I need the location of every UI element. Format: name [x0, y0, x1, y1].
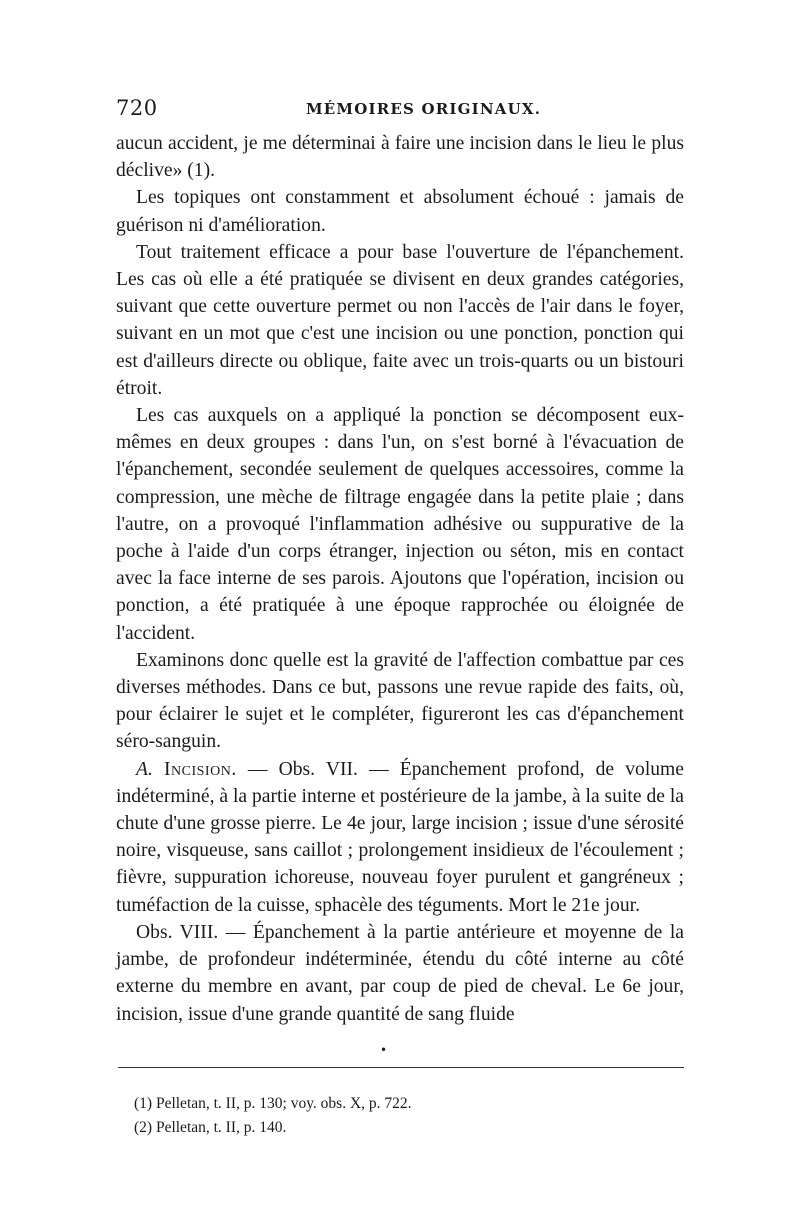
section-letter: A. — [136, 758, 153, 780]
paragraph-traitement: Tout traitement efficace a pour base l'ouverture de l'épanchement. Les cas où elle a été pratiquée se divisent en deux grandes catégories, suivant que cette ouverture permet ou non l'accès de l'air dans le foyer, suivant en un mot que c'est une incision ou une ponction, ponction qui est d'ailleurs directe ou oblique, faite avec un trois-quarts ou un bistouri étroit. — [116, 241, 684, 399]
footnote-1: (1) Pelletan, t. II, p. 130; voy. obs. X, p. 722. — [134, 1095, 412, 1112]
running-head: MÉMOIRES ORIGINAUX. — [306, 100, 542, 118]
paragraph-continuation: aucun accident, je me déterminai à faire une incision dans le lieu le plus déclive» (1). — [116, 133, 684, 182]
page-number: 720 — [116, 96, 158, 120]
body-text — [116, 130, 684, 1028]
paragraph-ponction: Les cas auxquels on a appliqué la ponction se décomposent eux-mêmes en deux groupes : dans l'un, on s'est borné à l'évacuation de l'épanchement, secondée seulement de quelques accessoires, comme la compression, une mèche de filtrage engagée dans la petite plaie ; dans l'autre, on a provoqué l'inflammation adhésive ou suppurative de la poche à l'aide d'un corps étranger, injection ou séton, mis en contact avec la face interne de ses parois. Ajoutons que l'opération, incision ou ponction, a été pratiquée à une époque rapprochée ou éloignée de l'accident. — [116, 405, 684, 644]
observation-vii — [116, 756, 684, 919]
paragraph-topiques: Les topiques ont constamment et absolument échoué : jamais de guérison ni d'amélioration. — [116, 187, 684, 236]
paragraph-examinons: Examinons donc quelle est la gravité de l'affection combattue par ces diverses méthodes. Dans ce but, passons une revue rapide des faits, où, pour éclairer le sujet et le compléter, figureront les cas d'épanchement séro-sanguin. — [116, 649, 684, 753]
print-mark: • — [380, 1043, 388, 1057]
footnotes — [134, 1092, 674, 1140]
observation-viii: Obs. VIII. — Épanchement à la partie antérieure et moyenne de la jambe, de profondeur indéterminée, étendu du côté interne au côté externe du membre en avant, par coup de pied de cheval. Le 6e jour, incision, issue d'une grande quantité de sang fluide — [116, 921, 684, 1025]
footnote-rule — [118, 1067, 684, 1068]
footnote-2: (2) Pelletan, t. II, p. 140. — [134, 1119, 287, 1136]
observation-vii-text: — Obs. VII. — Épanchement profond, de volume indéterminé, à la partie interne et postérieure de la jambe, à la suite de la chute d'une grosse pierre. Le 4e jour, large incision ; issue d'une sérosité noire, visqueuse, sans caillot ; prolongement insidieux de l'écoulement ; fièvre, suppuration ichoreuse, nouveau foyer purulent et gangréneux ; tuméfaction de la cuisse, sphacèle des téguments. Mort le 21e jour. — [116, 758, 684, 916]
section-heading: Incision. — [164, 758, 237, 780]
page-header — [116, 96, 686, 126]
